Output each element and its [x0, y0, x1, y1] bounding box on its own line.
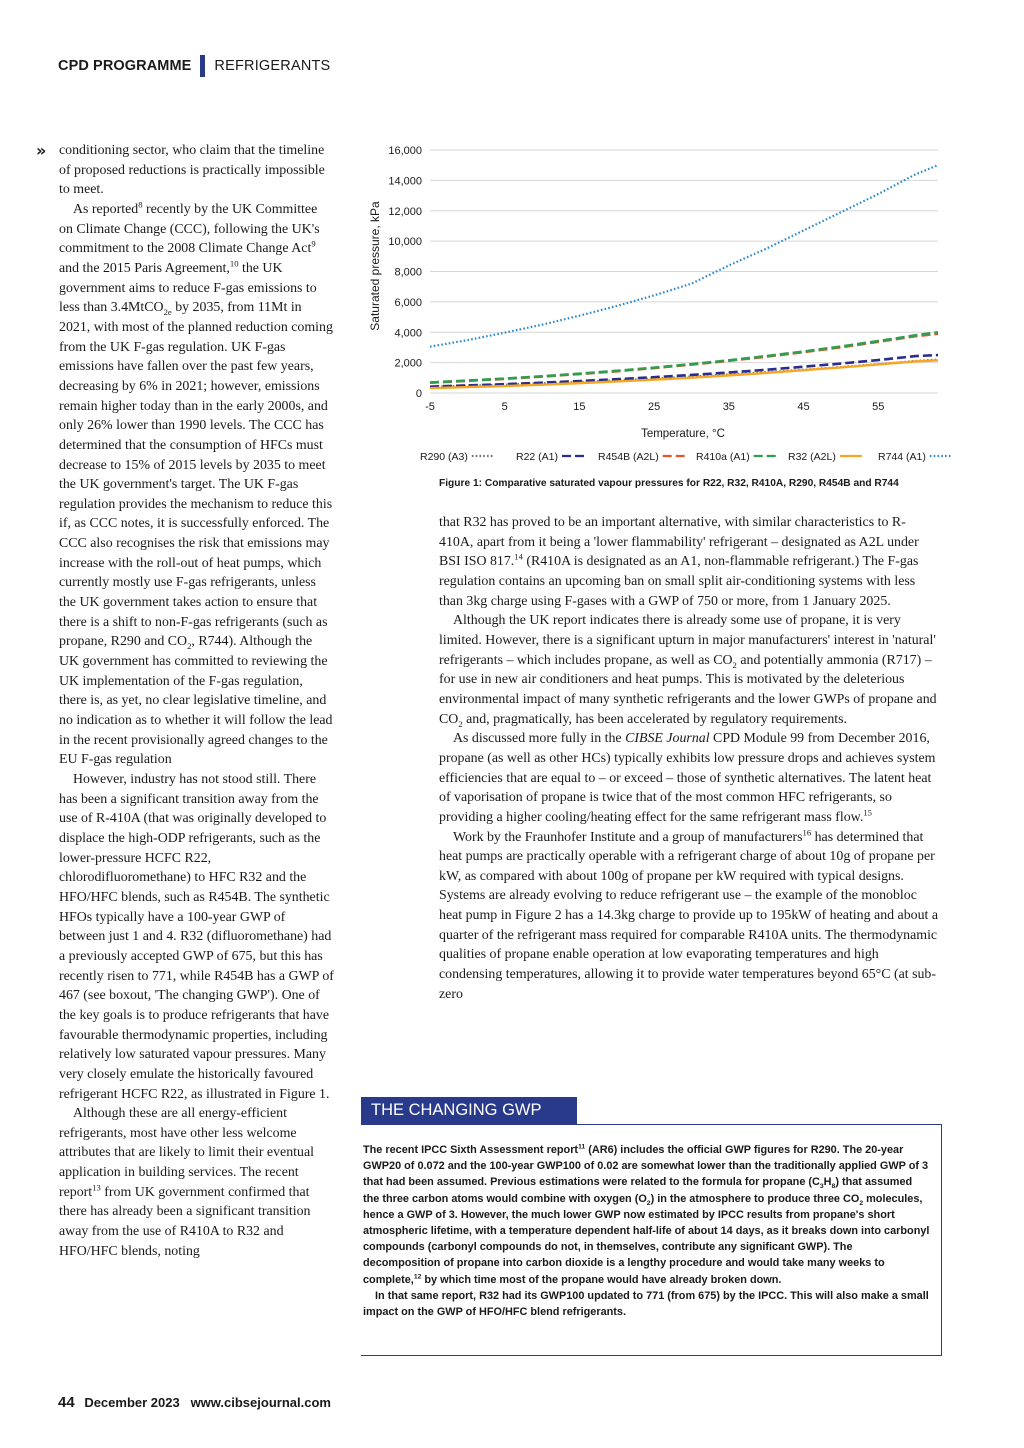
continued-chevron-icon: »: [36, 141, 47, 160]
legend-item-r744: [878, 451, 952, 463]
legend-item-r454b: [598, 451, 685, 463]
series-line-r744: [430, 165, 938, 346]
x-tick-label: 25: [647, 401, 661, 413]
y-tick-labels: [388, 145, 422, 400]
y-tick-label: 12,000: [388, 205, 422, 218]
header-divider: [200, 55, 205, 77]
legend-label: R32 (A2L): [788, 451, 836, 463]
left-paragraph-1: conditioning sector, who claim that the timeline of proposed reductions is practically impossible to meet.: [59, 143, 325, 198]
x-tick-labels: [425, 401, 884, 413]
journal-title: CIBSE Journal: [625, 731, 710, 747]
right-column: [439, 513, 939, 1004]
boxout-paragraph-2: In that same report, R32 had its GWP100 updated to 771 (from 675) by the IPCC. This will also make a small impact on the GWP of HFO/HFC blend refrigerants.: [363, 1289, 929, 1319]
page-header: [58, 55, 330, 77]
right-paragraph-4: Work by the Fraunhofer Institute and a group of manufacturers$^{16}$ has determined that heat pumps are practically operable with a refrigerant charge of about 10g of propane per kW, as compared with about 100g of propane per kW required with typical designs. Systems are already evolving to reduce refrigerant use – the example of the monobloc heat pump in Figure 2 has a 14.3kg charge to provide up to 195kW of heating and about a quarter of the refrigerant mass required for comparable R410A units. The thermodynamic qualities of propane enable operation at low evaporating temperatures and high condensing temperatures, allowing it to provide water temperatures beyond 65°C (at sub-zero: [439, 826, 939, 1002]
boxout-paragraph-1: The recent IPCC Sixth Assessment report$^{11}$ (AR6) includes the official GWP figures for R290. The 20-year GWP20 of 0.072 and the 100-year GWP100 of 0.02 are somewhat lower than the traditionally applied GWP of 3 that had been assumed. Previous estimations were related to the formula for propane $(C_3H_8)$ that assumed the three carbon atoms would combine with oxygen $(O_2)$ in the atmosphere to produce three $CO_2$ molecules, hence a GWP of 3. However, the much lower GWP now estimated by IPCC results from propane's short atmospheric lifetime, with a temperature dependent half-life of about 14 days, as it breaks down into carbonyl compounds (carbonyl compounds do not, in themselves, contribute any significant GWP). The decomposition of propane into carbon dioxide is a lengthy procedure and would take many weeks to complete,$^{12}$ by which time most of the propane would have already broken down.: [363, 1143, 930, 1286]
x-tick-label: 45: [797, 401, 810, 413]
pressure-chart: [360, 138, 960, 468]
y-tick-label: 8,000: [394, 266, 422, 279]
y-axis-label: Saturated pressure, kPa: [368, 201, 382, 331]
legend-label: R744 (A1): [878, 451, 926, 463]
issue-date: December 2023: [84, 1395, 180, 1410]
page-footer: [58, 1394, 331, 1411]
y-tick-label: 2,000: [394, 357, 422, 370]
y-tick-label: 10,000: [388, 236, 422, 249]
left-paragraph-2: As reported$^8$ recently by the UK Committee on Climate Change (CCC), following the UK's commitment to the 2008 Climate Change Act$^9$ and the 2015 Paris Agreement,$^{10}$ the UK government aims to reduce F-gas emissions to less than 3.4MtCO$_{2e}$ by 2035, from 11Mt in 2021, with most of the planned reduction coming from the UK F-gas regulation. UK F-gas emissions have fallen over the past few years, decreasing by 6% in 2021; however, emissions remain higher today than in the early 2000s, and only 26% lower than 1990 levels. The CCC has determined that the consumption of HFCs must decrease to 15% of 2015 levels by 2035 to meet the UK government's target. The UK F-gas regulation provides the mechanism to reduce this if, as CCC notes, it is successfully enforced. The CCC also recognises the risk that emissions may increase with the roll-out of heat pumps, which currently mostly use F-gas refrigerants, unless the UK government takes action to ensure that there is a shift to non-F-gas refrigerants (such as propane, R290 and $CO_2$, R744). Although the UK government has committed to reviewing the UK implementation of the F-gas regulation, there is, as yet, no clear legislative timeline, and no indication as to whether it will follow the lead in the recent provisionally agreed changes to the EU F-gas regulation: [59, 199, 333, 768]
x-axis-label: Temperature, °C: [641, 428, 725, 440]
series-line-r22: [430, 355, 938, 387]
y-tick-label: 6,000: [394, 296, 422, 309]
right-paragraph-1: that R32 has proved to be an important alternative, with similar characteristics to R-410A, apart from it being a 'lower flammability' refrigerant – designated as A2L under BSI ISO 817.14 (R410A is designated as an A1, non-flammable refrigerant.) The F-gas regulation contains an upcoming ban on small split air-conditioning systems with less than 3kg charge using F-gases with a GWP of 750 or more, from 1 January 2025.: [439, 515, 919, 609]
site-url[interactable]: www.cibsejournal.com: [190, 1395, 331, 1410]
y-tick-label: 4,000: [394, 327, 422, 340]
boxout-title: THE CHANGING GWP: [361, 1097, 577, 1124]
legend-label: R454B (A2L): [598, 451, 659, 463]
series-lines: [430, 165, 938, 388]
x-tick-label: 55: [872, 401, 885, 413]
x-tick-label: 15: [573, 401, 586, 413]
left-paragraph-4: Although these are all energy-efficient refrigerants, most have other less welcome attributes that are likely to limit their eventual application in building services. The recent report$^{13}$ from UK government confirmed that there has already been a significant transition away from the use of R410A to R32 and HFO/HFC blends, noting: [59, 1106, 314, 1259]
legend-label: R22 (A1): [516, 451, 559, 463]
section-label: REFRIGERANTS: [214, 58, 331, 74]
legend-label: R290 (A3): [420, 451, 468, 463]
legend-label: R410a (A1): [696, 451, 750, 463]
left-column: [36, 141, 334, 1261]
x-tick-label: 5: [501, 401, 508, 413]
x-tick-label: -5: [425, 401, 435, 413]
legend-item-r22: [516, 451, 584, 463]
boxout-text: [363, 1142, 931, 1320]
chart-gridlines: [430, 150, 938, 393]
page-number: 44: [58, 1394, 75, 1411]
y-tick-label: 14,000: [388, 175, 422, 188]
left-paragraph-3: However, industry has not stood still. There has been a significant transition away from the use of R-410A (that was originally developed to displace the high-ODP refrigerants, such as the lower-pressure HCFC R22, chlorodifluoromethane) to HFC R32 and the HFO/HFC blends, such as R454B. The synthetic HFOs typically have a 100-year GWP of between just 1 and 4. R32 (difluoromethane) had a previously accepted GWP of 675, but this has recently risen to 771, while R454B has a GWP of 467 (see boxout, 'The changing GWP'). One of the key goals is to produce refrigerants that have favourable thermodynamic properties, including relatively low saturated vapour pressures. Many very closely emulate the historically favoured refrigerant HCFC R22, as illustrated in Figure 1.: [59, 772, 334, 1102]
right-paragraph-3: As discussed more fully in the CIBSE Journal CPD Module 99 from December 2016, propane (as well as other HCs) typically exhibits low pressure drops and achieves system efficiencies that are equal to – or exceed – those of synthetic alternatives. The latent heat of vaporisation of propane is twice that of the most common HFC refrigerants, so providing a higher cooling/heating effect for the same refrigerant mass flow.$^{15}$: [439, 731, 936, 825]
x-tick-label: 35: [722, 401, 735, 413]
y-tick-label: 16,000: [388, 145, 422, 157]
chart-legend: [420, 451, 952, 463]
legend-item-r32: [788, 451, 862, 463]
right-paragraph-2: Although the UK report indicates there is already some use of propane, it is very limited. However, there is a significant upturn in major manufacturers' interest in 'natural' refrigerants – which includes propane, as well as $CO_2$ and potentially ammonia (R717) – for use in new air conditioners and heat pumps. This is motivated by the deleterious environmental impact of many synthetic refrigerants and the lower GWPs of propane and $CO_2$ and, pragmatically, has been accelerated by regulatory requirements.: [439, 613, 937, 729]
y-tick-label: 0: [415, 388, 422, 400]
programme-label: CPD PROGRAMME: [58, 58, 192, 74]
legend-item-r290: [420, 451, 494, 463]
legend-item-r410a: [696, 451, 776, 463]
figure-caption: Figure 1: Comparative saturated vapour pressures for R22, R32, R410A, R290, R454B and R744: [439, 478, 899, 489]
